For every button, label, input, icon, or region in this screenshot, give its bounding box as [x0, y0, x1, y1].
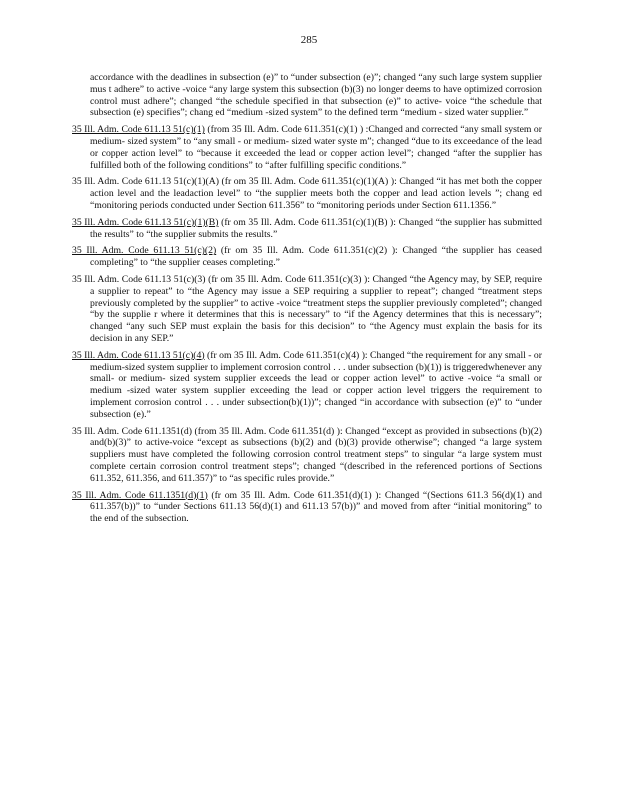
entry-text: (from 35 Ill. Adm. Code 611.351(d) ): Changed “except as provided in subsections (b)(2) and(b)(3)” to active-voice “except as subsections (b)(2) and (b)(3) provide otherwise”; changed “a large system suppliers must have completed the following corrosion control treatment steps” to singular “a large system must complete certain corrosion control treatment steps”; changed “(described in the referenced portions of Sections 611.352, 611.356, and 611.357)” to “as specific rules provide.” — [90, 425, 542, 484]
entry-citation: 35 Ill. Adm. Code 611.13 51(c)(1)(A) — [72, 176, 219, 188]
entry-text: (from 35 Ill. Adm. Code 611.351(c)(1) ) :Changed and corrected “any small system or medium- sized system” to “any small - or medium- sized water syste m”; changed “due to its exceedance of the lead or copper action level” to “because it exceeded the lead or copper action level”; changed “after the supplier has fulfilled both of the following conditions” to “after fulfilling specific conditions.” — [90, 124, 542, 171]
entry-text: (fr om 35 Ill. Adm. Code 611.351(c)(2) ): Changed “the supplier has ceased completing” to “the supplier ceases completing.” — [90, 245, 542, 269]
entry-text: (fr om 35 Ill. Adm. Code 611.351(c)(3) ): Changed “the Agency may, by SEP, require a supplier to repeat” to “the Agency may issue a SEP requiring a supplier to repeat”; changed “treatment steps previously completed by the supplier” to active -voice “treatment steps the supplier previously completed”; changed “by the supplie r where it determines that this is necessary” to “if the Agency determines that this is necessary”; changed “any such SEP must explain the basis for this decision” to “the Agency must explain the basis for its decision in any SEP.” — [90, 273, 542, 344]
entry-citation: 35 Ill. Adm. Code 611.1351(d)(1) — [72, 489, 208, 501]
amendment-entry — [72, 426, 542, 485]
amendment-entry — [72, 176, 542, 211]
amendment-entry — [72, 350, 542, 421]
entry-text: (fr om 35 Ill. Adm. Code 611.351(c)(1)(A) ): Changed “it has met both the copper action level and the leadaction level” to “the supplier meets both the copper and lead action levels ”; chang ed “monitoring periods conducted under Section 611.356” to “monitoring periods under Section 611.1356.” — [90, 176, 542, 211]
entry-text: (fr om 35 Ill. Adm. Code 611.351(d)(1) ): Changed “(Sections 611.3 56(d)(1) and 611.357(b))” to “under Sections 611.13 56(d)(1) and 611.13 57(b))” and moved from after “initial monitoring” to the end of the subsection. — [90, 489, 542, 525]
continuation-paragraph: accordance with the deadlines in subsection (e)” to “under subsection (e)”; changed “any such large system supplier mus t adhere” to active -voice “any large system this subsection (b)(3) no longer deems to have optimized corrosion control must adhere”; changed “the schedule specified in that subsection (e)” to active- voice “the schedule that subsection (e) specifies”; chang ed “medium -sized system” to the defined term “medium - sized water supplier.” — [90, 72, 542, 119]
entry-citation: 35 Ill. Adm. Code 611.13 51(c)(2) — [72, 245, 217, 257]
amendment-entry — [72, 490, 542, 525]
entry-text: (fr om 35 Ill. Adm. Code 611.351(c)(1)(B) ): Changed “the supplier has submitted the results” to “the supplier submits the results.” — [90, 216, 542, 240]
document-body — [72, 72, 542, 530]
entry-list — [72, 124, 542, 525]
entry-citation: 35 Ill. Adm. Code 611.13 51(c)(4) — [72, 349, 205, 361]
page-number: 285 — [300, 34, 318, 46]
entry-citation: 35 Ill. Adm. Code 611.1351(d) — [72, 425, 192, 437]
amendment-entry — [72, 274, 542, 345]
entry-text: (fr om 35 Ill. Adm. Code 611.351(c)(4) ): Changed “the requirement for any small - or medium-sized system supplier to implement corrosion control . . . under subsection (b)(1)) is triggeredwhenever any small- or medium- sized system supplier exceeds the lead or copper action level” to active -voice “a small or medium -sized water system supplier exceeding the lead or copper action level triggers the requirement to implement corrosion control . . . under subsection(b)(1))”; changed “in accordance with subsection (e)” to “under subsection (e).” — [90, 349, 543, 420]
entry-citation: 35 Ill. Adm. Code 611.13 51(c)(3) — [72, 273, 206, 285]
amendment-entry — [72, 217, 542, 241]
entry-citation: 35 Ill. Adm. Code 611.13 51(c)(1)(B) — [72, 216, 219, 228]
amendment-entry — [72, 124, 542, 171]
amendment-entry — [72, 245, 542, 269]
entry-citation: 35 Ill. Adm. Code 611.13 51(c)(1) — [72, 124, 205, 136]
